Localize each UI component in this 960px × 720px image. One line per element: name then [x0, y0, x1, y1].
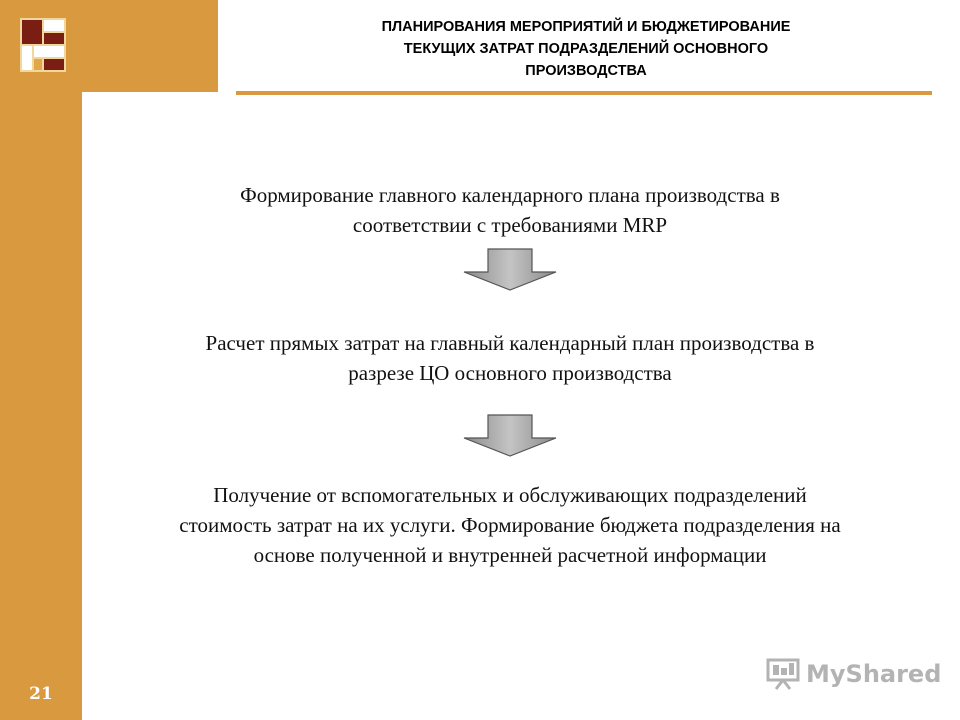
- slide-title: ПЛАНИРОВАНИЯ МЕРОПРИЯТИЙ И БЮДЖЕТИРОВАНИЕ ТЕКУЩИХ ЗАТРАТ ПОДРАЗДЕЛЕНИЙ ОСНОВНОГО ПРОИЗВОДСТВА: [381, 19, 791, 79]
- watermark: [766, 656, 941, 692]
- left-sidebar-band: [0, 0, 82, 720]
- content-corner-curve: [82, 92, 142, 152]
- down-arrow-icon: [462, 248, 558, 292]
- down-arrow-icon: [462, 414, 558, 458]
- step-1-text: Формирование главного календарного плана производства в соответствии с требованиями MRP: [240, 183, 780, 237]
- presentation-board-icon: [766, 658, 800, 690]
- step-2-text: Расчет прямых затрат на главный календарный план производства в разрезе ЦО основного производства: [205, 331, 815, 385]
- squares-logo-icon: [20, 18, 66, 72]
- watermark-text: MyShared: [806, 660, 942, 688]
- title-underline: [236, 91, 932, 95]
- step-3-text: Получение от вспомогательных и обслуживающих подразделений стоимость затрат на их услуги. Формирование бюджета подразделения на основе полученной и внутренней расчетной информации: [179, 483, 841, 567]
- page-number: 21: [29, 684, 53, 704]
